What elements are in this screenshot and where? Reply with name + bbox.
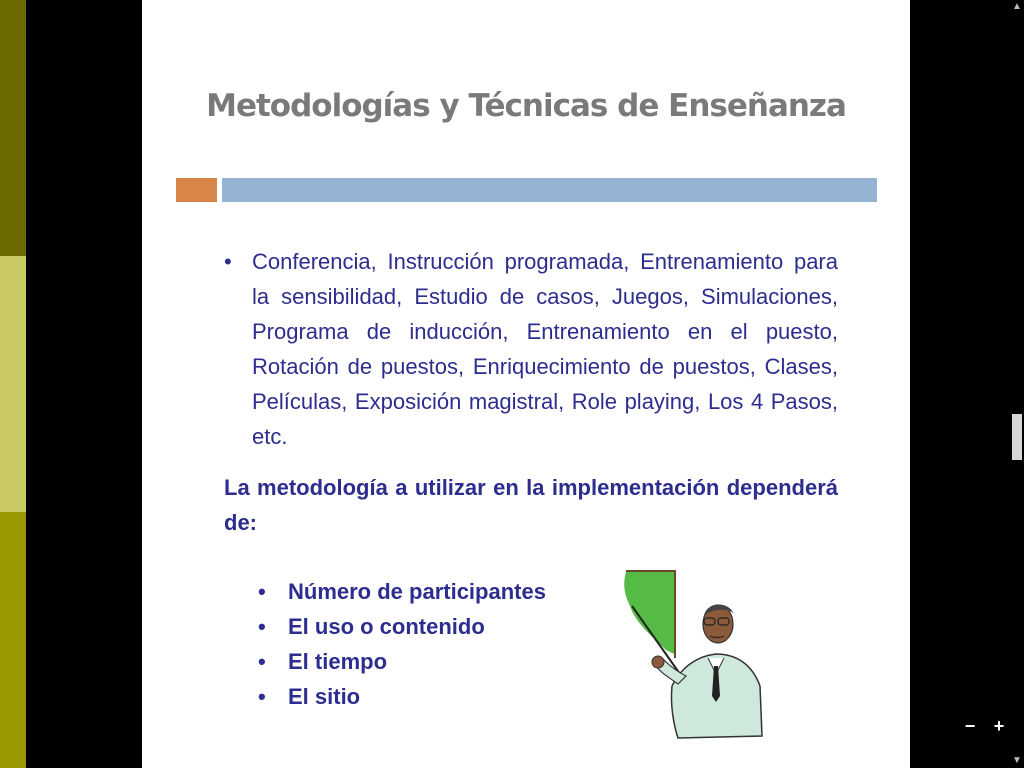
list-item — [258, 609, 546, 644]
techniques-bullet — [224, 244, 838, 454]
factor-label: El sitio — [288, 684, 361, 709]
left-stripe-dark — [0, 0, 26, 256]
factor-list — [258, 574, 546, 714]
scroll-thumb[interactable] — [1012, 414, 1022, 460]
zoom-in-button[interactable]: + — [993, 716, 1005, 736]
factor-label: El tiempo — [288, 649, 388, 674]
factor-label: El uso o contenido — [288, 614, 485, 639]
accent-bar-orange — [176, 178, 217, 202]
zoom-controls — [958, 716, 1011, 737]
accent-bar-blue — [222, 178, 877, 202]
list-item — [258, 644, 546, 679]
teacher-illustration — [612, 566, 772, 742]
zoom-out-button[interactable]: − — [964, 716, 976, 736]
slide — [142, 0, 910, 768]
bullet-dot: • — [258, 614, 266, 639]
slide-title: Metodologías y Técnicas de Enseñanza — [206, 88, 846, 124]
bullet-dot: • — [258, 649, 266, 674]
bullet-dot: • — [258, 684, 266, 709]
list-item — [258, 574, 546, 609]
list-item — [258, 679, 546, 714]
techniques-text: Conferencia, Instrucción programada, Entrenamiento para la sensibilidad, Estudio de casos, Juegos, Simulaciones, Programa de inducción, Entrenamiento en el puesto, Rotación de puestos, Enriquecimiento de puestos, Clases, Películas, Exposición magistral, Role playing, Los 4 Pasos, etc. — [252, 249, 838, 449]
factor-label: Número de participantes — [288, 579, 546, 604]
methodology-text: La metodología a utilizar en la implementación dependerá de: — [224, 475, 838, 535]
bullet-dot: • — [258, 579, 266, 604]
left-stripe-olive — [0, 512, 26, 768]
bullet-dot: • — [224, 249, 232, 274]
scroll-down-arrow-icon[interactable]: ▼ — [1012, 755, 1022, 766]
scroll-up-arrow-icon[interactable]: ▲ — [1012, 1, 1022, 12]
vertical-scrollbar[interactable] — [1010, 0, 1024, 768]
left-stripe-light — [0, 256, 26, 512]
